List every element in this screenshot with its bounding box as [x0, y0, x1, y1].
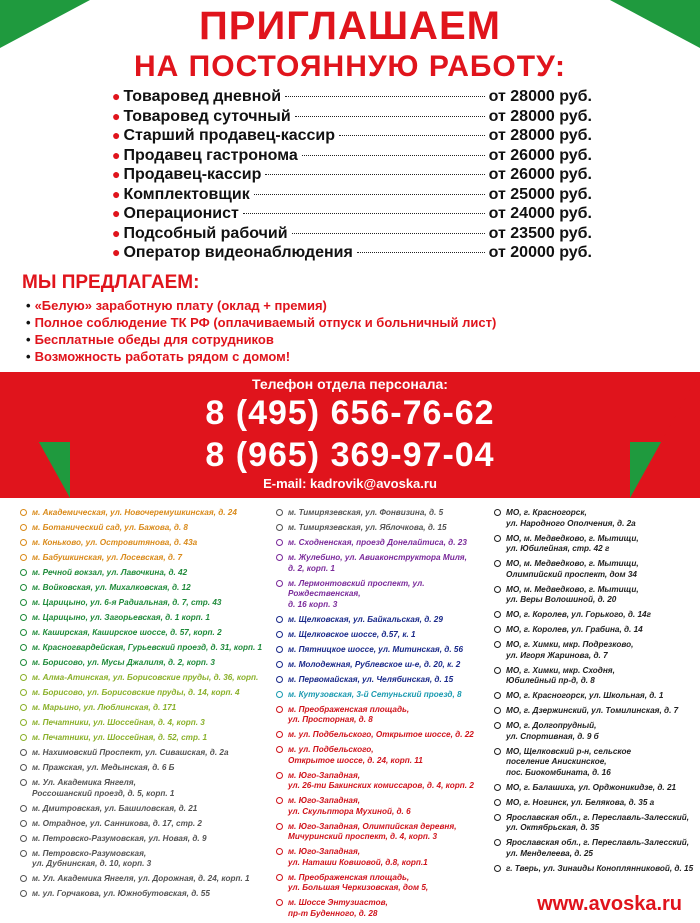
store-address [20, 673, 272, 684]
store-address [20, 598, 272, 609]
address-text: м. Жулебино, ул. Авиаконструктора Миля, д. 2, корп. 1 [288, 553, 467, 573]
circle-icon [494, 535, 501, 542]
store-address [20, 553, 272, 564]
circle-icon [20, 614, 27, 621]
offer-item [26, 349, 496, 366]
circle-icon [494, 722, 501, 729]
job-salary: от 26000 руб. [488, 166, 592, 183]
circle-icon [276, 899, 283, 906]
address-text: м. Сходненская, проезд Донелайтиса, д. 23 [288, 538, 467, 547]
circle-icon [20, 875, 27, 882]
circle-icon [276, 746, 283, 753]
circle-icon [20, 835, 27, 842]
job-title: Подсобный рабочий [123, 224, 288, 242]
address-text: м. Тимирязевская, ул. Яблочкова, д. 15 [288, 523, 447, 532]
address-text: м. Ул. Академика Янгеля, ул. Дорожная, д. 24, корп. 1 [32, 874, 250, 883]
leader-dots [339, 135, 485, 136]
circle-icon [276, 554, 283, 561]
store-address [494, 666, 694, 687]
job-row [112, 186, 592, 206]
address-text: м. Академическая, ул. Новочеремушкинская, д. 24 [32, 508, 237, 517]
address-text: м. Юго-Западная, Олимпийская деревня, Мичуринский проспект, д. 4, корп. 3 [288, 821, 457, 841]
store-address [276, 579, 490, 611]
job-salary: от 25000 руб. [488, 185, 592, 203]
address-text: м. Речной вокзал, ул. Лавочкина, д. 42 [32, 568, 188, 577]
job-salary: от 23500 руб. [488, 224, 592, 242]
circle-icon [494, 611, 501, 618]
store-address [494, 798, 694, 809]
address-text: м. ул. Горчакова, ул. Южнобутовская, д. 55 [32, 889, 210, 898]
address-text: м. Печатники, ул. Шоссейная, д. 52, стр. 1 [32, 733, 208, 742]
phone-number-1[interactable]: 8 (495) 656-76-62 [205, 394, 495, 432]
leader-dots [243, 213, 485, 214]
store-address [276, 873, 490, 894]
store-address [276, 771, 490, 792]
bullet-icon: ● [112, 166, 121, 182]
store-address [276, 730, 490, 741]
store-address [276, 796, 490, 817]
circle-icon [20, 554, 27, 561]
circle-icon [276, 661, 283, 668]
job-salary: от 20000 руб. [488, 244, 592, 261]
store-address [494, 691, 694, 702]
store-address [494, 508, 694, 529]
circle-icon [276, 631, 283, 638]
store-address [20, 583, 272, 594]
address-text: м. Пятницкое шоссе, ул. Митинская, д. 56 [288, 644, 463, 654]
store-address [494, 783, 694, 794]
circle-icon [20, 820, 27, 827]
circle-icon [276, 772, 283, 779]
store-address [20, 804, 272, 815]
store-address [276, 822, 490, 843]
address-text: м. Первомайская, ул. Челябинская, д. 15 [288, 674, 454, 684]
store-address [494, 706, 694, 717]
address-text: МО, м. Медведково, г. Мытищи, Олимпийский проспект, дом 34 [506, 559, 639, 579]
circle-icon [276, 676, 283, 683]
leader-dots [302, 155, 485, 156]
address-text: м. Лермонтовский проспект, ул. Рождественская, д. 16 корп. 3 [288, 578, 425, 609]
store-address [494, 747, 694, 779]
website-link[interactable]: www.avoska.ru [537, 893, 682, 915]
store-address [276, 690, 490, 701]
bullet-icon: • [26, 349, 31, 364]
circle-icon [20, 644, 27, 651]
circle-icon [494, 626, 501, 633]
circle-icon [20, 689, 27, 696]
address-text: м. Юго-Западная, ул. Скульптора Мухиной, д. 6 [288, 796, 411, 816]
store-address [20, 874, 272, 885]
address-text: МО, г. Красногорск, ул. Народного Ополчения, д. 2а [506, 508, 636, 528]
store-address [494, 625, 694, 636]
address-text: МО, г. Долгопрудный, ул. Спортивная, д. 9 б [506, 721, 599, 741]
address-text: м. Каширская, Каширское шоссе, д. 57, корп. 2 [32, 628, 222, 637]
address-text: МО, г. Балашиха, ул. Орджоникидзе, д. 21 [506, 782, 677, 792]
address-column-moscow-1 [20, 508, 272, 904]
bullet-icon: • [26, 298, 31, 313]
store-address [494, 585, 694, 606]
job-row [112, 244, 592, 264]
circle-icon [20, 805, 27, 812]
address-text: м. Ул. Академика Янгеля, Россошанский проезд, д. 5, корп. 1 [32, 778, 175, 798]
address-text: МО, г. Дзержинский, ул. Томилинская, д. 7 [506, 706, 679, 715]
store-address [20, 819, 272, 830]
address-text: м. Преображенская площадь, ул. Просторная, д. 8 [288, 704, 410, 724]
store-address [20, 658, 272, 669]
job-salary: от 28000 руб. [488, 107, 592, 125]
store-address [20, 733, 272, 744]
job-title: Комплектовщик [123, 185, 250, 203]
circle-icon [20, 584, 27, 591]
circle-icon [276, 848, 283, 855]
store-address [20, 568, 272, 579]
bullet-icon: ● [112, 205, 121, 221]
store-address [20, 688, 272, 699]
store-address [20, 538, 272, 549]
address-text: м. Алма-Атинская, ул. Борисовские пруды, д. 36, корп. [32, 673, 259, 682]
leader-dots [265, 174, 484, 175]
bullet-icon: ● [112, 88, 121, 104]
store-address [20, 834, 272, 845]
circle-icon [494, 865, 501, 872]
job-row [112, 205, 592, 225]
job-row [112, 108, 592, 128]
circle-icon [494, 692, 501, 699]
address-text: м. Бабушкинская, ул. Лосевская, д. 7 [32, 553, 183, 562]
circle-icon [20, 629, 27, 636]
address-text: м. Коньково, ул. Островитянова, д. 43а [32, 538, 198, 547]
phone-number-2[interactable]: 8 (965) 369-97-04 [205, 436, 495, 474]
store-address [276, 898, 490, 919]
store-address [20, 849, 272, 870]
store-address [276, 645, 490, 656]
address-text: МО, г. Химки, мкр. Сходня, Юбилейный пр-д, д. 8 [506, 665, 615, 685]
address-text: м. Щелковская, ул. Байкальская, д. 29 [288, 614, 443, 624]
offer-title: МЫ ПРЕДЛАГАЕМ: [22, 272, 200, 293]
store-address [20, 703, 272, 714]
address-text: м. Пражская, ул. Медынская, д. 6 Б [32, 763, 175, 772]
address-text: МО, г. Королев, ул. Горького, д. 14г [506, 610, 651, 619]
bullet-icon: • [26, 315, 31, 330]
circle-icon [494, 586, 501, 593]
circle-icon [20, 599, 27, 606]
leader-dots [292, 233, 485, 234]
job-salary: от 28000 руб. [488, 88, 592, 105]
phone-label: Телефон отдела персонала: [252, 376, 448, 392]
circle-icon [494, 814, 501, 821]
circle-icon [494, 707, 501, 714]
address-column-moscow-2 [276, 508, 490, 923]
subheadline: НА ПОСТОЯННУЮ РАБОТУ: [134, 50, 566, 83]
address-text: МО, м. Медведково, г. Мытищи, ул. Юбилейная, стр. 42 г [506, 533, 639, 553]
address-text: м. Тимирязевская, ул. Фонвизина, д. 5 [288, 508, 444, 517]
store-address [276, 523, 490, 534]
circle-icon [20, 719, 27, 726]
leader-dots [285, 96, 485, 97]
offer-text: Полное соблюдение ТК РФ (оплачиваемый отпуск и больничный лист) [34, 315, 497, 330]
circle-icon [276, 874, 283, 881]
store-address [276, 615, 490, 626]
circle-icon [276, 691, 283, 698]
job-row [112, 147, 592, 167]
bullet-icon: ● [112, 127, 121, 143]
store-address [276, 630, 490, 641]
store-address [494, 864, 694, 875]
address-text: м. Царицыно, ул. Загорьевская, д. 1 корп. 1 [32, 613, 210, 622]
store-address [20, 508, 272, 519]
job-row [112, 225, 592, 245]
address-text: м. Преображенская площадь, ул. Большая Черкизовская, дом 5, [288, 872, 429, 892]
headline: ПРИГЛАШАЕМ [199, 4, 501, 48]
job-title: Товаровед суточный [123, 107, 291, 125]
store-address [494, 534, 694, 555]
bullet-icon: ● [112, 224, 121, 241]
circle-icon [276, 580, 283, 587]
address-text: МО, г. Красногорск, ул. Школьная, д. 1 [506, 691, 664, 700]
leader-dots [254, 194, 485, 195]
circle-icon [276, 509, 283, 516]
store-address [494, 559, 694, 580]
store-address [494, 640, 694, 661]
circle-icon [20, 524, 27, 531]
address-text: м. Царицыно, ул. 6-я Радиальная, д. 7, стр. 43 [32, 598, 222, 607]
circle-icon [494, 509, 501, 516]
store-address [20, 748, 272, 759]
offer-text: «Белую» заработную плату (оклад + премия) [34, 298, 327, 313]
circle-icon [494, 748, 501, 755]
circle-icon [494, 799, 501, 806]
contact-band [0, 372, 700, 498]
address-text: м. Шоссе Энтузиастов, пр-т Буденного, д. 28 [288, 898, 388, 918]
offer-item [26, 332, 496, 349]
address-text: МО, г. Королев, ул. Грабина, д. 14 [506, 625, 643, 634]
address-text: МО, г. Химки, мкр. Подрезково, ул. Игоря Жаринова, д. 7 [506, 640, 634, 660]
circle-icon [276, 797, 283, 804]
address-text: м. Борисово, ул. Борисовские пруды, д. 14, корп. 4 [32, 688, 240, 697]
job-title: Операционист [123, 205, 239, 222]
address-text: м. Кутузовская, 3-й Сетуньский проезд, 8 [288, 689, 462, 699]
offer-list [26, 298, 496, 366]
address-text: Ярославская обл., г. Переславль-Залесский, ул. Менделеева, д. 25 [506, 838, 690, 858]
store-address [20, 643, 272, 654]
address-text: м. Печатники, ул. Шоссейная, д. 4, корп. 3 [32, 718, 205, 727]
address-text: м. Щелковское шоссе, д.57, к. 1 [288, 629, 416, 639]
leader-dots [295, 116, 485, 117]
job-title: Продавец-кассир [123, 166, 262, 183]
offer-text: Бесплатные обеды для сотрудников [34, 332, 274, 347]
circle-icon [494, 667, 501, 674]
job-row [112, 127, 592, 147]
job-salary: от 26000 руб. [488, 146, 592, 164]
job-title: Товаровед дневной [123, 88, 282, 105]
store-address [276, 705, 490, 726]
circle-icon [276, 524, 283, 531]
circle-icon [276, 706, 283, 713]
circle-icon [20, 674, 27, 681]
circle-icon [494, 839, 501, 846]
store-address [20, 763, 272, 774]
circle-icon [20, 890, 27, 897]
circle-icon [276, 823, 283, 830]
address-text: Ярославская обл., г. Переславль-Залесский, ул. Октябрьская, д. 35 [506, 812, 690, 832]
job-list [112, 88, 592, 264]
bullet-icon: ● [112, 185, 121, 202]
offer-item [26, 298, 496, 315]
address-text: м. Нахимовский Проспект, ул. Сивашская, д. 2а [32, 748, 229, 757]
circle-icon [20, 779, 27, 786]
job-salary: от 24000 руб. [488, 205, 592, 222]
store-address [20, 523, 272, 534]
store-address [276, 538, 490, 549]
bullet-icon: • [26, 332, 31, 347]
address-text: м. Петровско-Разумовская, ул. Новая, д. 9 [32, 833, 207, 843]
store-address [20, 613, 272, 624]
email-link[interactable]: E-mail: kadrovik@avoska.ru [263, 476, 437, 491]
address-text: м. Ботанический сад, ул. Бажова, д. 8 [32, 523, 188, 532]
address-text: г. Тверь, ул. Зинаиды Коноплянниковой, д. 15 [506, 863, 694, 873]
store-address [20, 628, 272, 639]
address-text: м. Дмитровская, ул. Башиловская, д. 21 [32, 803, 198, 813]
store-address [276, 660, 490, 671]
address-text: м. Борисово, ул. Мусы Джалиля, д. 2, корп. 3 [32, 658, 215, 667]
store-address [20, 778, 272, 799]
store-address [276, 553, 490, 574]
circle-icon [20, 850, 27, 857]
address-text: м. Войковская, ул. Михалковская, д. 12 [32, 583, 191, 592]
address-text: м. Отрадное, ул. Санникова, д. 17, стр. 2 [32, 818, 202, 828]
circle-icon [276, 731, 283, 738]
address-column-region [494, 508, 694, 879]
store-address [20, 718, 272, 729]
store-address [494, 610, 694, 621]
circle-icon [20, 659, 27, 666]
circle-icon [20, 764, 27, 771]
address-text: м. ул. Подбельского, Открытое шоссе, д. 22 [288, 730, 474, 739]
circle-icon [494, 560, 501, 567]
circle-icon [20, 509, 27, 516]
circle-icon [20, 539, 27, 546]
store-address [20, 889, 272, 900]
address-text: м. Петровско-Разумовская, ул. Дубнинская, д. 10, корп. 3 [32, 848, 152, 868]
circle-icon [276, 616, 283, 623]
store-address [494, 721, 694, 742]
address-text: МО, г. Ногинск, ул. Белякова, д. 35 а [506, 797, 655, 807]
store-address [276, 745, 490, 766]
store-address [276, 675, 490, 686]
store-address [494, 813, 694, 834]
store-address [276, 508, 490, 519]
job-title: Продавец гастронома [123, 146, 298, 164]
job-row [112, 88, 592, 108]
address-text: м. Юго-Западная, ул. 26-ти Бакинских комиссаров, д. 4, корп. 2 [288, 770, 474, 790]
store-address [276, 847, 490, 868]
address-text: м. ул. Подбельского, Открытое шоссе, д. 24, корп. 11 [288, 745, 423, 765]
circle-icon [494, 784, 501, 791]
address-text: м. Молодежная, Рублевское ш-е, д. 20, к. 2 [288, 659, 461, 669]
job-row [112, 166, 592, 186]
circle-icon [20, 734, 27, 741]
bullet-icon: ● [112, 146, 121, 163]
address-text: м. Марьино, ул. Люблинская, д. 171 [32, 703, 177, 712]
offer-item [26, 315, 496, 332]
leader-dots [357, 252, 485, 253]
job-salary: от 28000 руб. [488, 127, 592, 144]
bullet-icon: ● [112, 107, 121, 124]
job-title: Оператор видеонаблюдения [123, 244, 353, 261]
bullet-icon: ● [112, 244, 121, 260]
address-text: МО, м. Медведково, г. Мытищи, ул. Веры Волошиной, д. 20 [506, 584, 639, 604]
address-text: м. Красногвардейская, Гурьевский проезд, д. 31, корп. 1 [32, 643, 263, 652]
offer-text: Возможность работать рядом с домом! [34, 349, 291, 364]
address-text: МО, Щелковский р-н, сельское поселение Анискинское, пос. Биокомбината, д. 16 [506, 746, 632, 777]
circle-icon [276, 539, 283, 546]
circle-icon [20, 569, 27, 576]
circle-icon [20, 704, 27, 711]
circle-icon [494, 641, 501, 648]
job-title: Старший продавец-кассир [123, 127, 336, 144]
circle-icon [20, 749, 27, 756]
store-address [494, 838, 694, 859]
address-text: м. Юго-Западная, ул. Наташи Ковшовой, д.8, корп.1 [288, 847, 428, 867]
circle-icon [276, 646, 283, 653]
